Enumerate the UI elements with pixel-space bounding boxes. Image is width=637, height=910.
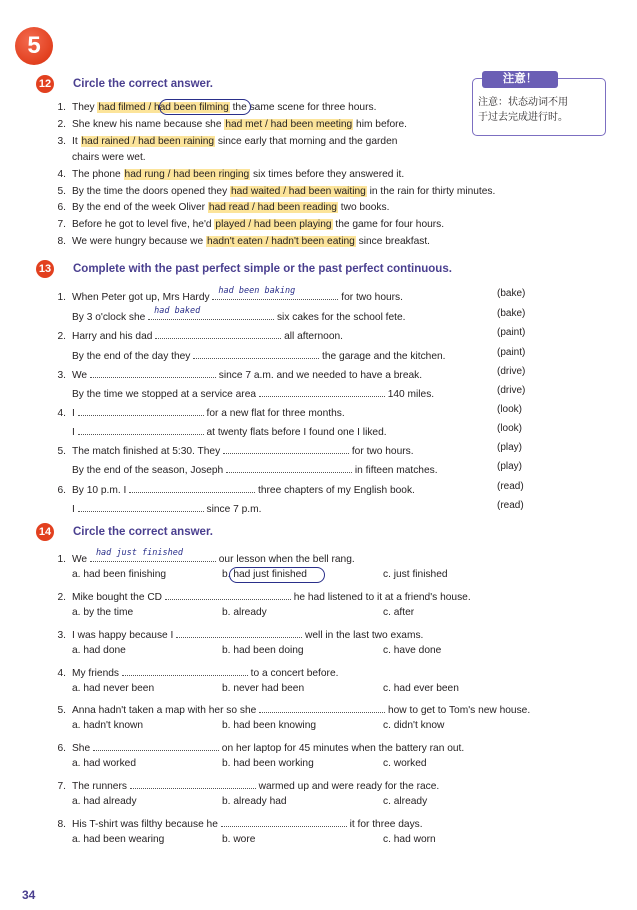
- handwritten-answer: had just finished: [95, 548, 183, 558]
- item-number: 5.: [57, 446, 66, 457]
- answer-blank[interactable]: [165, 588, 291, 600]
- verb-hint: (paint): [497, 347, 526, 358]
- item-number: 6.: [57, 743, 66, 754]
- item-text-after: at twenty flats before I found one I liked.: [203, 427, 387, 438]
- answer-options[interactable]: hadn't eaten / hadn't been eating: [207, 236, 355, 247]
- item-number: 7.: [57, 219, 66, 230]
- answer-blank[interactable]: [129, 481, 255, 493]
- handwritten-answer: had been baking: [218, 286, 296, 296]
- answer-blank[interactable]: [130, 777, 256, 789]
- answer-blank[interactable]: [93, 739, 219, 751]
- answer-options[interactable]: had waited / had been waiting: [231, 186, 366, 197]
- item-number: 3.: [57, 136, 66, 147]
- item-text-before: We: [72, 554, 90, 565]
- answer-blank[interactable]: [78, 423, 204, 435]
- option-a[interactable]: a. had never been: [72, 683, 155, 694]
- item-text-before: By the time we stopped at a service area: [72, 389, 259, 400]
- item-text-after: the same scene for three hours.: [229, 102, 377, 113]
- ex13-item: [52, 423, 387, 439]
- ex12-item: [52, 135, 397, 148]
- option-c[interactable]: c. after: [383, 607, 415, 618]
- item-text-after: in the rain for thirty minutes.: [366, 186, 496, 197]
- answer-blank[interactable]: [223, 442, 349, 454]
- item-text-after: he had listened to it at a friend's house.: [290, 592, 471, 603]
- option-a[interactable]: a. had done: [72, 645, 126, 656]
- item-text-before: We were hungry because we: [72, 236, 207, 247]
- ex13-item: [52, 288, 403, 304]
- ex13-item: [52, 481, 415, 497]
- ex13-item: [52, 500, 261, 516]
- ex14-question: [52, 815, 423, 831]
- option-c[interactable]: c. had worn: [383, 834, 436, 845]
- item-number: 3.: [57, 370, 66, 381]
- note-text-line1: 注意：状态动词不用: [478, 97, 568, 108]
- verb-hint: (bake): [497, 288, 526, 299]
- item-text-after: how to get to Tom's new house.: [385, 705, 531, 716]
- answer-blank[interactable]: [221, 815, 347, 827]
- item-text-after: since early that morning and the garden: [215, 136, 398, 147]
- item-text-before: Anna hadn't taken a map with her so she: [72, 705, 260, 716]
- handwritten-answer: had baked: [154, 306, 201, 316]
- answer-blank[interactable]: [148, 308, 274, 320]
- item-text-before: Harry and his dad: [72, 331, 156, 342]
- item-text-before: His T-shirt was filthy because he: [72, 819, 221, 830]
- item-text-after: him before.: [353, 119, 408, 130]
- item-number: 4.: [57, 408, 66, 419]
- item-text-after: the game for four hours.: [332, 219, 445, 230]
- item-text-before: The phone: [72, 169, 124, 180]
- option-a[interactable]: a. had already: [72, 796, 137, 807]
- option-c[interactable]: c. had ever been: [383, 683, 459, 694]
- item-text-after: well in the last two exams.: [302, 630, 424, 641]
- answer-blank[interactable]: [90, 550, 216, 562]
- option-b[interactable]: b. already had: [222, 796, 287, 807]
- option-b[interactable]: b. had just finished: [222, 569, 307, 580]
- ex14-question: [52, 550, 355, 566]
- item-text-after: two books.: [337, 202, 390, 213]
- item-text-after: since 7 a.m. and we needed to have a break.: [215, 370, 423, 381]
- answer-blank[interactable]: [78, 404, 204, 416]
- item-text-before: When Peter got up, Mrs Hardy: [72, 292, 213, 303]
- page-number: 34: [22, 888, 36, 902]
- option-b[interactable]: b. had been knowing: [222, 720, 317, 731]
- item-text-after: warmed up and were ready for the race.: [255, 781, 440, 792]
- answer-blank[interactable]: [122, 664, 248, 676]
- item-number: 7.: [57, 781, 66, 792]
- exercise-12-number: 12: [36, 75, 54, 93]
- ex12-item: [52, 235, 430, 248]
- item-number: 3.: [57, 630, 66, 641]
- exercise-12-title: Circle the correct answer.: [73, 78, 213, 90]
- option-a[interactable]: a. had been finishing: [72, 569, 167, 580]
- exercise-14-number: 14: [36, 523, 54, 541]
- answer-blank[interactable]: [193, 347, 319, 359]
- verb-hint: (look): [497, 404, 523, 415]
- verb-hint: (paint): [497, 327, 526, 338]
- item-text-after: since breakfast.: [355, 236, 430, 247]
- item-text-before: I: [72, 408, 78, 419]
- answer-blank[interactable]: [90, 366, 216, 378]
- item-text-before: By 3 o'clock she: [72, 312, 149, 323]
- ex13-item: [52, 327, 343, 343]
- ex13-item: [52, 385, 434, 401]
- ex12-item: [52, 201, 389, 214]
- item-text-after: 140 miles.: [384, 389, 435, 400]
- item-number: 4.: [57, 169, 66, 180]
- ex14-question: [52, 626, 423, 642]
- item-text-after: for a new flat for three months.: [203, 408, 345, 419]
- answer-blank[interactable]: [259, 385, 385, 397]
- option-a[interactable]: a. hadn't known: [72, 720, 144, 731]
- ex14-question: [52, 739, 464, 755]
- option-a[interactable]: a. had worked: [72, 758, 136, 769]
- verb-hint: (read): [497, 500, 524, 511]
- ex14-question: [52, 777, 439, 793]
- unit-badge: 5: [15, 27, 53, 65]
- ex14-question: [52, 701, 530, 717]
- answer-options[interactable]: had filmed / had been filming: [98, 102, 229, 113]
- item-number: 6.: [57, 202, 66, 213]
- item-text-after: it for three days.: [346, 819, 423, 830]
- option-c[interactable]: c. didn't know: [383, 720, 445, 731]
- answer-options[interactable]: had read / had been reading: [208, 202, 337, 213]
- exercise-14-title: Circle the correct answer.: [73, 526, 213, 538]
- item-text-after: since 7 p.m.: [203, 504, 262, 515]
- note-title: 注意！: [482, 71, 558, 88]
- ex12-item: [52, 185, 495, 198]
- option-c[interactable]: c. worked: [383, 758, 427, 769]
- option-b[interactable]: b. had been working: [222, 758, 314, 769]
- ex13-item: [52, 366, 422, 382]
- option-c[interactable]: c. have done: [383, 645, 442, 656]
- item-text-after: six times before they answered it.: [250, 169, 405, 180]
- verb-hint: (play): [497, 461, 523, 472]
- ex13-item: [52, 461, 438, 477]
- answer-blank[interactable]: [226, 461, 352, 473]
- verb-hint: (drive): [497, 385, 526, 396]
- item-text-before: Mike bought the CD: [72, 592, 165, 603]
- item-text-after: six cakes for the school fete.: [274, 312, 406, 323]
- item-text-after: for two hours.: [338, 292, 403, 303]
- answer-options[interactable]: had rained / had been raining: [81, 136, 215, 147]
- item-text-before: By the end of the day they: [72, 351, 194, 362]
- item-number: 1.: [57, 102, 66, 113]
- ex12-item: [52, 168, 404, 181]
- item-text-before: They: [72, 102, 98, 113]
- verb-hint: (read): [497, 481, 524, 492]
- item-number: 2.: [57, 331, 66, 342]
- item-text-after: to a concert before.: [247, 668, 339, 679]
- item-number: 8.: [57, 236, 66, 247]
- option-c[interactable]: c. already: [383, 796, 428, 807]
- item-text-after: on her laptop for 45 minutes when the battery ran out.: [218, 743, 465, 754]
- item-text-before: The match finished at 5:30. They: [72, 446, 224, 457]
- circled-answer-mark: [229, 567, 325, 583]
- ex12-item: [52, 218, 444, 231]
- option-b[interactable]: b. had been doing: [222, 645, 304, 656]
- item-text-before: I: [72, 504, 78, 515]
- verb-hint: (bake): [497, 308, 526, 319]
- item-text-before: By 10 p.m. I: [72, 485, 130, 496]
- ex14-question: [52, 588, 471, 604]
- option-a[interactable]: a. had been wearing: [72, 834, 165, 845]
- item-number: 6.: [57, 485, 66, 496]
- item-text-before: Before he got to level five, he'd: [72, 219, 215, 230]
- ex13-item: [52, 347, 446, 363]
- item-number: 8.: [57, 819, 66, 830]
- answer-blank[interactable]: [155, 327, 281, 339]
- item-text-before: By the end of the season, Joseph: [72, 465, 227, 476]
- verb-hint: (play): [497, 442, 523, 453]
- circled-answer-mark: [159, 99, 251, 115]
- option-b[interactable]: b. already: [222, 607, 267, 618]
- exercise-13-number: 13: [36, 260, 54, 278]
- item-text-before: The runners: [72, 781, 130, 792]
- answer-options[interactable]: played / had been playing: [215, 219, 332, 230]
- item-number: 4.: [57, 668, 66, 679]
- answer-blank[interactable]: [259, 701, 385, 713]
- item-text-before: She: [72, 743, 93, 754]
- item-number: 5.: [57, 186, 66, 197]
- answer-blank[interactable]: [212, 288, 338, 300]
- ex13-item: [52, 404, 345, 420]
- option-b[interactable]: b. never had been: [222, 683, 305, 694]
- ex12-item: [52, 118, 407, 131]
- item-text-before: We: [72, 370, 90, 381]
- item-text-after: our lesson when the bell rang.: [215, 554, 355, 565]
- item-text-after: the garage and the kitchen.: [319, 351, 446, 362]
- ex13-item: [52, 442, 414, 458]
- item-text-before: She knew his name because she: [72, 119, 225, 130]
- item-text-after: all afternoon.: [281, 331, 343, 342]
- note-text: [478, 95, 602, 125]
- item-text-before: By the end of the week Oliver: [72, 202, 208, 213]
- exercise-13-title: Complete with the past perfect simple or the past perfect continuous.: [73, 263, 452, 275]
- option-a[interactable]: a. by the time: [72, 607, 134, 618]
- ex13-item: [52, 308, 406, 324]
- note-text-line2: 于过去完成进行时。: [478, 112, 568, 123]
- item-text-before: By the time the doors opened they: [72, 186, 231, 197]
- item-text-before: My friends: [72, 668, 122, 679]
- item-text-after: in fifteen matches.: [352, 465, 438, 476]
- item-number: 1.: [57, 554, 66, 565]
- verb-hint: (drive): [497, 366, 526, 377]
- ex14-question: [52, 664, 338, 680]
- item-number: 2.: [57, 119, 66, 130]
- item-text-before: I: [72, 427, 78, 438]
- answer-options[interactable]: had rung / had been ringing: [124, 169, 250, 180]
- answer-blank[interactable]: [176, 626, 302, 638]
- ex12-item: [52, 151, 146, 164]
- option-c[interactable]: c. just finished: [383, 569, 448, 580]
- answer-options[interactable]: had met / had been meeting: [225, 119, 353, 130]
- option-b[interactable]: b. wore: [222, 834, 256, 845]
- item-text-after: for two hours.: [349, 446, 414, 457]
- item-number: 1.: [57, 292, 66, 303]
- verb-hint: (look): [497, 423, 523, 434]
- item-number: 2.: [57, 592, 66, 603]
- item-text-after: three chapters of my English book.: [255, 485, 415, 496]
- item-text-before: I was happy because I: [72, 630, 177, 641]
- answer-blank[interactable]: [78, 500, 204, 512]
- item-text-before: chairs were wet.: [72, 152, 146, 163]
- item-text-before: It: [72, 136, 81, 147]
- item-number: 5.: [57, 705, 66, 716]
